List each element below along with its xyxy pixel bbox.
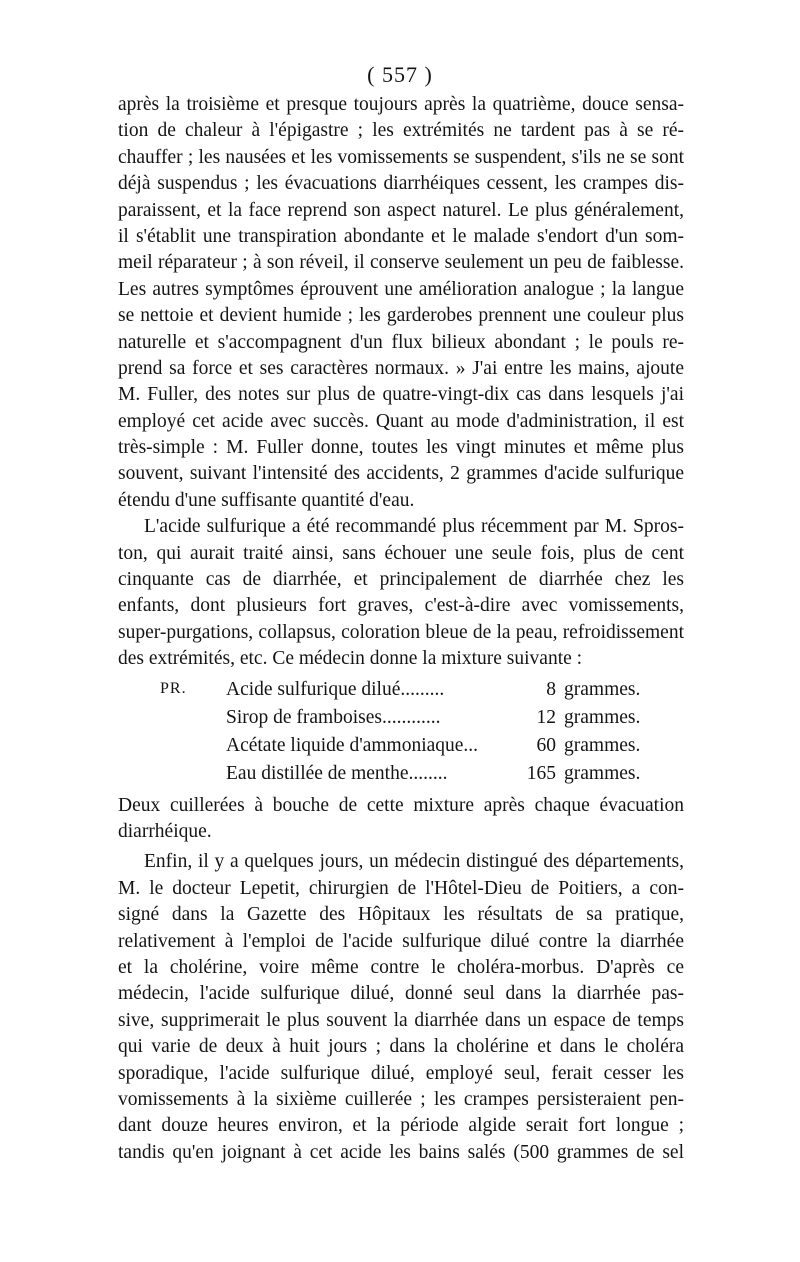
recipe-unit: grammes. — [564, 734, 641, 756]
text-line: chauffer ; les nausées et les vomissements se suspendent, s'ils ne se sont — [118, 146, 684, 168]
text-line: ton, qui aurait traité ainsi, sans échouer une seule fois, plus de cent — [118, 542, 684, 564]
body-text — [118, 92, 684, 1166]
text-line: signé dans la Gazette des Hôpitaux les résultats de sa pratique, — [118, 904, 684, 926]
text-line: relativement à l'emploi de l'acide sulfurique dilué contre la diarrhée — [118, 930, 684, 952]
recipe-ingredient: Sirop de framboises............ — [226, 706, 441, 728]
recipe-quantity: 12 — [536, 706, 556, 728]
recipe-ingredient: Eau distillée de menthe........ — [226, 762, 448, 784]
recipe-item — [226, 760, 694, 788]
text-line: souvent, suivant l'intensité des accidents, 2 grammes d'acide sulfurique — [118, 463, 684, 485]
text-line: M. le docteur Lepetit, chirurgien de l'Hôtel-Dieu de Poitiers, a con- — [118, 877, 684, 899]
text-line: diarrhéique. — [118, 820, 212, 842]
text-line: étendu d'une suffisante quantité d'eau. — [118, 489, 415, 511]
prescription-recipe — [118, 676, 684, 789]
recipe-ingredient: Acétate liquide d'ammoniaque... — [226, 734, 479, 756]
text-line: se nettoie et devient humide ; les garderobes prennent une couleur plus — [118, 305, 684, 327]
text-line: déjà suspendus ; les évacuations diarrhéiques cessent, les crampes dis- — [118, 173, 684, 195]
text-line: Les autres symptômes éprouvent une amélioration analogue ; la langue — [118, 278, 684, 300]
recipe-unit: grammes. — [564, 762, 641, 784]
text-line: Deux cuillerées à bouche de cette mixture après chaque évacuation — [118, 794, 684, 816]
text-line: des extrémités, etc. Ce médecin donne la mixture suivante : — [118, 648, 583, 670]
recipe-quantity: 8 — [546, 678, 556, 700]
text-line: meil réparateur ; à son réveil, il conserve seulement un peu de faiblesse. — [118, 252, 684, 274]
text-line: tion de chaleur à l'épigastre ; les extrémités ne tardent pas à se ré- — [118, 120, 684, 142]
text-line: dant douze heures environ, et la période algide serait fort longue ; — [118, 1115, 684, 1137]
paragraph-2 — [118, 514, 684, 672]
text-line: après la troisième et presque toujours après la quatrième, douce sensa- — [118, 94, 684, 115]
recipe-quantity: 165 — [526, 762, 556, 784]
recipe-item — [226, 732, 694, 760]
recipe-label: PR. — [160, 679, 187, 697]
text-line: M. Fuller, des notes sur plus de quatre-vingt-dix cas dans lesquels j'ai — [118, 384, 684, 406]
recipe-unit: grammes. — [564, 678, 641, 700]
recipe-item — [226, 704, 694, 732]
text-line: médecin, l'acide sulfurique dilué, donné seul dans la diarrhée pas- — [118, 983, 684, 1005]
paragraph-1 — [118, 92, 684, 514]
text-line: prend sa force et ses caractères normaux. » J'ai entre les mains, ajoute — [118, 357, 684, 379]
recipe-ingredient: Acide sulfurique dilué......... — [226, 678, 445, 700]
text-line: sive, supprimerait le plus souvent la diarrhée dans un espace de temps — [118, 1009, 684, 1031]
text-line: Enfin, il y a quelques jours, un médecin distingué des départements, — [144, 851, 684, 873]
text-line: très-simple : M. Fuller donne, toutes les vingt minutes et même plus — [118, 437, 684, 459]
recipe-quantity: 60 — [536, 734, 556, 756]
text-line: cinquante cas de diarrhée, et principalement de diarrhée chez les — [118, 569, 684, 591]
text-line: employé cet acide avec succès. Quant au mode d'administration, il est — [118, 410, 684, 432]
page-number: ( 557 ) — [367, 62, 433, 87]
text-line: il s'établit une transpiration abondante et le malade s'endort d'un som- — [118, 225, 684, 247]
text-line: super-purgations, collapsus, coloration bleue de la peau, refroidissement — [118, 621, 684, 643]
recipe-unit: grammes. — [564, 706, 641, 728]
paragraph-4 — [118, 849, 684, 1166]
text-line: L'acide sulfurique a été recommandé plus récemment par M. Spros- — [144, 516, 684, 538]
recipe-item — [226, 676, 694, 704]
text-line: enfants, dont plusieurs fort graves, c'est-à-dire avec vomissements, — [118, 595, 684, 617]
text-line: qui varie de deux à huit jours ; dans la cholérine et dans le choléra — [118, 1036, 684, 1058]
text-line: vomissements à la sixième cuillerée ; les crampes persisteraient pen- — [118, 1088, 684, 1110]
text-line: sporadique, l'acide sulfurique dilué, employé seul, ferait cesser les — [118, 1062, 684, 1084]
text-line: et la cholérine, voire même contre le choléra-morbus. D'après ce — [118, 956, 684, 978]
paragraph-3 — [118, 793, 684, 846]
text-line: tandis qu'en joignant à cet acide les bains salés (500 grammes de sel — [118, 1141, 684, 1163]
text-line: naturelle et s'accompagnent d'un flux bilieux abondant ; le pouls re- — [118, 331, 684, 353]
text-line: paraissent, et la face reprend son aspect naturel. Le plus généralement, — [118, 199, 684, 221]
